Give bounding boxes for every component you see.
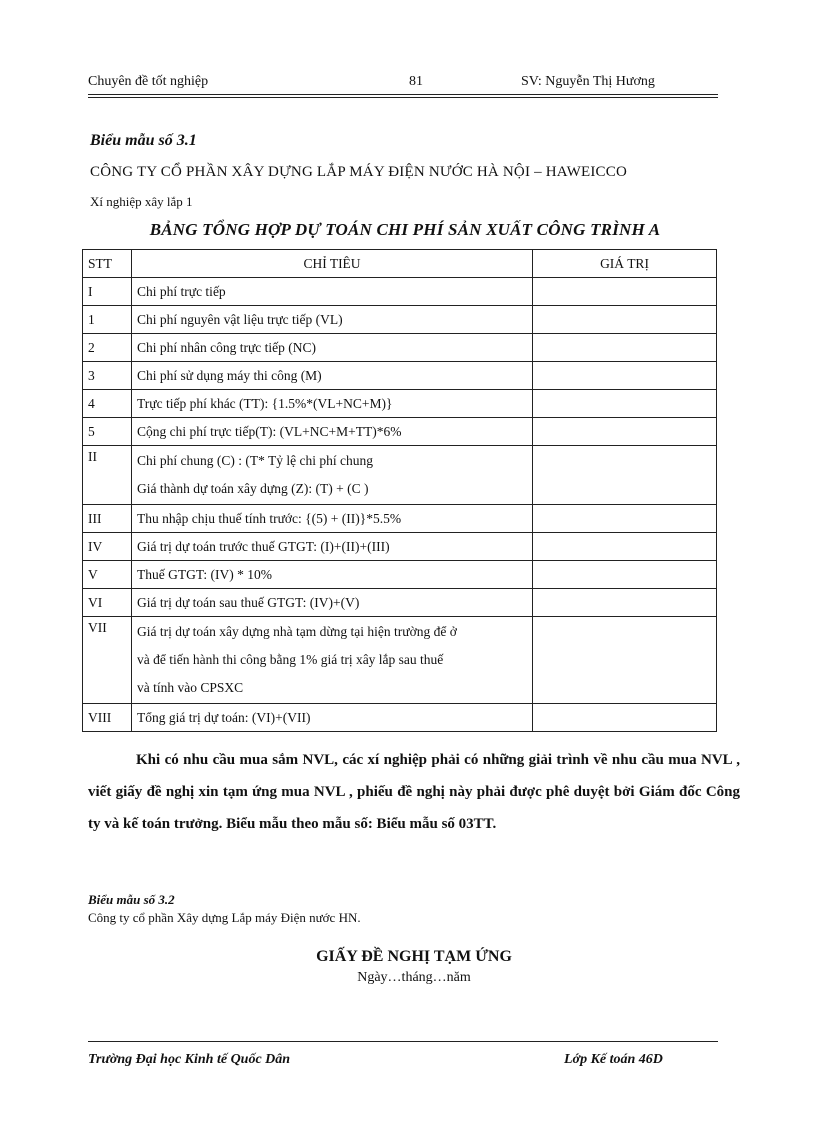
row-indicator-line: Chi phí trực tiếp — [137, 283, 226, 299]
row-value — [533, 533, 717, 561]
row-indicator — [132, 533, 533, 561]
row-value — [533, 334, 717, 362]
row-indicator — [132, 306, 533, 334]
row-indicator-line: Chi phí nhân công trực tiếp (NC) — [137, 339, 317, 355]
row-indicator — [132, 446, 533, 505]
form2-title: Biểu mẫu số 3.2 — [88, 892, 175, 907]
row-indicator — [132, 390, 533, 418]
column-header-value: GIÁ TRỊ — [533, 250, 717, 278]
table-row — [83, 533, 717, 561]
row-indicator-line: Giá trị dự toán trước thuế GTGT: (I)+(II)+(III) — [137, 538, 390, 554]
table-row — [83, 418, 717, 446]
row-value — [533, 505, 717, 533]
row-indicator-line: Giá thành dự toán xây dựng (Z): (T) + (C ) — [137, 481, 369, 496]
row-stt: 4 — [83, 390, 132, 418]
row-indicator — [132, 278, 533, 306]
row-stt: II — [83, 446, 132, 505]
row-value — [533, 561, 717, 589]
unit-name: Xí nghiệp xây lắp 1 — [90, 194, 193, 209]
table-row — [83, 704, 717, 732]
row-stt: V — [83, 561, 132, 589]
row-value — [533, 617, 717, 704]
row-stt: 5 — [83, 418, 132, 446]
row-indicator — [132, 418, 533, 446]
row-stt: IV — [83, 533, 132, 561]
row-stt: VIII — [83, 704, 132, 732]
row-indicator-line: và để tiến hành thi công bằng 1% giá trị xây lắp sau thuế — [137, 652, 444, 667]
row-indicator — [132, 334, 533, 362]
column-header-stt: STT — [83, 250, 132, 278]
row-stt: VI — [83, 589, 132, 617]
row-indicator-line: Chi phí sử dụng máy thi công (M) — [137, 367, 322, 383]
row-value — [533, 306, 717, 334]
header-rule — [88, 94, 718, 95]
row-indicator — [132, 505, 533, 533]
table-row — [83, 390, 717, 418]
table-title: BẢNG TỔNG HỢP DỰ TOÁN CHI PHÍ SẢN XUẤT CÔNG TRÌNH A — [149, 220, 661, 239]
form-title: Biểu mẫu số 3.1 — [90, 132, 197, 149]
row-indicator-line: Tổng giá trị dự toán: (VI)+(VII) — [137, 709, 311, 725]
row-indicator-line: Trực tiếp phí khác (TT): {1.5%*(VL+NC+M)} — [137, 395, 393, 411]
row-value — [533, 704, 717, 732]
row-value — [533, 278, 717, 306]
body-paragraph-text: Khi có nhu cầu mua sắm NVL, các xí nghiệp phải có những giải trình về nhu cầu mua NVL , viết giấy đề nghị xin tạm ứng mua NVL , phiếu đề nghị này phải được phê duyệt bởi Giám đốc Công ty và kế toán trưởng. Biểu mẫu theo mẫu số: Biểu mẫu số 03TT. — [88, 752, 740, 832]
header-rule-double — [88, 97, 718, 98]
table-header-row — [83, 250, 717, 278]
footer-university: Trường Đại học Kinh tế Quốc Dân — [88, 1052, 291, 1067]
row-stt: I — [83, 278, 132, 306]
row-stt: 2 — [83, 334, 132, 362]
row-stt: 1 — [83, 306, 132, 334]
table-row — [83, 306, 717, 334]
row-value — [533, 418, 717, 446]
body-paragraph — [88, 744, 740, 840]
row-indicator-line: Chi phí nguyên vật liệu trực tiếp (VL) — [137, 311, 343, 327]
row-indicator-line: Giá trị dự toán xây dựng nhà tạm dừng tại hiện trường để ở — [137, 624, 457, 639]
cost-estimate-table — [82, 249, 717, 732]
row-indicator — [132, 617, 533, 704]
footer-class: Lớp Kế toán 46D — [564, 1052, 663, 1067]
company-name: CÔNG TY CỔ PHẦN XÂY DỰNG LẮP MÁY ĐIỆN NƯỚC HÀ NỘI – HAWEICCO — [90, 164, 627, 180]
footer-rule — [88, 1041, 718, 1042]
row-stt: III — [83, 505, 132, 533]
row-value — [533, 362, 717, 390]
table-row — [83, 334, 717, 362]
form2-company: Công ty cổ phần Xây dựng Lắp máy Điện nước HN. — [88, 910, 361, 925]
table-body — [83, 278, 717, 732]
row-indicator-line: Giá trị dự toán sau thuế GTGT: (IV)+(V) — [137, 594, 360, 610]
date-line: Ngày…tháng…năm — [357, 970, 471, 985]
header-left: Chuyên đề tốt nghiệp — [88, 74, 209, 89]
row-indicator-line: Thu nhập chịu thuế tính trước: {(5) + (II)}*5.5% — [137, 510, 402, 526]
header-right: SV: Nguyễn Thị Hương — [521, 74, 655, 89]
row-indicator — [132, 362, 533, 390]
advance-request-title: GIẤY ĐỀ NGHỊ TẠM ỨNG — [316, 948, 512, 965]
table-row — [83, 561, 717, 589]
row-indicator-line: Thuế GTGT: (IV) * 10% — [137, 566, 273, 582]
row-value — [533, 446, 717, 505]
row-value — [533, 589, 717, 617]
table-row — [83, 589, 717, 617]
table-row — [83, 617, 717, 704]
row-indicator — [132, 561, 533, 589]
page-number: 81 — [409, 74, 423, 89]
row-indicator-line: Chi phí chung (C) : (T* Tỷ lệ chi phí chung — [137, 453, 373, 468]
row-indicator — [132, 704, 533, 732]
table-row — [83, 278, 717, 306]
column-header-indicator: CHỈ TIÊU — [132, 250, 533, 278]
table-row — [83, 362, 717, 390]
table-row — [83, 446, 717, 505]
row-stt: 3 — [83, 362, 132, 390]
row-indicator — [132, 589, 533, 617]
table-row — [83, 505, 717, 533]
row-indicator-line: Cộng chi phí trực tiếp(T): (VL+NC+M+TT)*6% — [137, 423, 402, 439]
row-indicator-line: và tính vào CPSXC — [137, 680, 244, 695]
row-value — [533, 390, 717, 418]
row-stt: VII — [83, 617, 132, 704]
